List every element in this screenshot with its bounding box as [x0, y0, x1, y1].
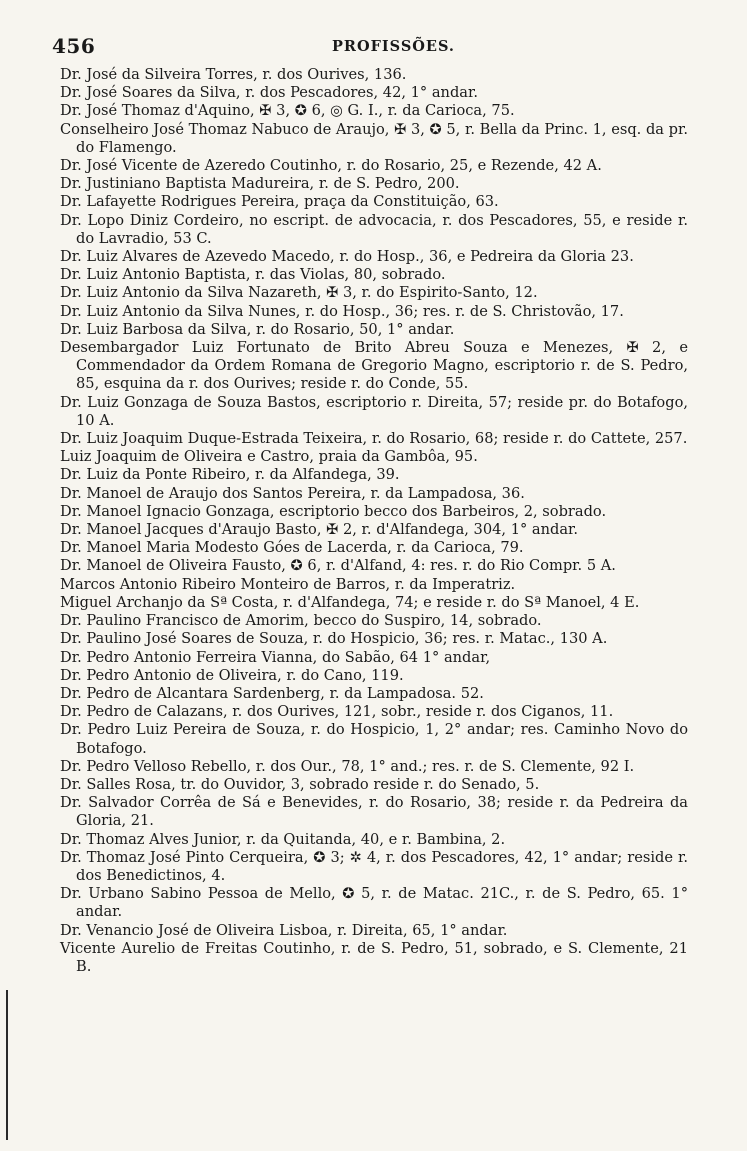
directory-entry: Dr. Luiz Joaquim Duque-Estrada Teixeira, r. do Rosario, 68; reside r. do Cattete, 257. [60, 430, 688, 448]
directory-entry: Dr. Thomaz Alves Junior, r. da Quitanda, 40, e r. Bambina, 2. [60, 830, 506, 848]
directory-entry: Dr. Pedro Antonio de Oliveira, r. do Cano, 119. [60, 666, 404, 684]
directory-entry: Dr. Paulino José Soares de Souza, r. do Hospicio, 36; res. r. Matac., 130 A. [60, 630, 608, 648]
directory-entry: Dr. José Thomaz d'Aquino, ✠ 3, ✪ 6, ◎ G. I., r. da Carioca, 75. [60, 102, 515, 120]
directory-entry: Dr. Manoel Jacques d'Araujo Basto, ✠ 2, r. d'Alfandega, 304, 1° andar. [60, 521, 579, 539]
directory-entry: Dr. Thomaz José Pinto Cerqueira, ✪ 3; ✲ 4, r. dos Pescadores, 42, 1° andar; reside r. dos Benedictinos, 4. [60, 848, 688, 884]
directory-entry: Dr. Luiz Gonzaga de Souza Bastos, escriptorio r. Direita, 57; reside pr. do Botafogo, 10 A. [60, 393, 688, 429]
directory-entry: Dr. Luiz da Ponte Ribeiro, r. da Alfandega, 39. [60, 466, 400, 484]
directory-entry: Dr. Manoel Ignacio Gonzaga, escriptorio becco dos Barbeiros, 2, sobrado. [60, 502, 607, 520]
directory-entry: Vicente Aurelio de Freitas Coutinho, r. de S. Pedro, 51, sobrado, e S. Clemente, 21 B. [60, 939, 688, 975]
directory-entry: Dr. Luiz Antonio da Silva Nunes, r. do Hosp., 36; res. r. de S. Christovão, 17. [60, 302, 624, 320]
binding-edge-line [6, 990, 8, 1140]
directory-entry: Dr. Justiniano Baptista Madureira, r. de S. Pedro, 200. [60, 175, 460, 193]
directory-entry: Dr. Paulino Francisco de Amorim, becco do Suspiro, 14, sobrado. [60, 612, 542, 630]
directory-entry: Dr. Lopo Diniz Cordeiro, no escript. de advocacia, r. dos Pescadores, 55, e reside r. do Lavradio, 53 C. [60, 211, 688, 247]
directory-entry: Dr. Luiz Antonio da Silva Nazareth, ✠ 3, r. do Espirito-Santo, 12. [60, 284, 538, 302]
directory-entry: Dr. Manoel de Oliveira Fausto, ✪ 6, r. d'Alfand, 4: res. r. do Rio Compr. 5 A. [60, 557, 616, 575]
directory-entry: Dr. Pedro de Calazans, r. dos Ourives, 121, sobr., reside r. dos Ciganos, 11. [60, 703, 614, 721]
directory-entry: Dr. Manoel Maria Modesto Góes de Lacerda, r. da Carioca, 79. [60, 539, 524, 557]
directory-entry: Dr. Venancio José de Oliveira Lisboa, r. Direita, 65, 1° andar. [60, 921, 508, 939]
directory-entry: Dr. Lafayette Rodrigues Pereira, praça da Constituição, 63. [60, 193, 499, 211]
running-title: PROFISSÕES. [332, 38, 455, 55]
directory-entry: Dr. José Soares da Silva, r. dos Pescadores, 42, 1° andar. [60, 84, 479, 102]
directory-entry: Dr. Pedro de Alcantara Sardenberg, r. da Lampadosa. 52. [60, 684, 484, 702]
directory-entry: Dr. Pedro Antonio Ferreira Vianna, do Sabão, 64 1° andar, [60, 648, 491, 666]
directory-entry: Dr. Pedro Luiz Pereira de Souza, r. do Hospicio, 1, 2° andar; res. Caminho Novo do Botafogo. [60, 721, 688, 757]
directory-entry: Luiz Joaquim de Oliveira e Castro, praia da Gambôa, 95. [60, 448, 478, 466]
directory-entry: Dr. Luiz Antonio Baptista, r. das Violas, 80, sobrado. [60, 266, 446, 284]
directory-entry: Marcos Antonio Ribeiro Monteiro de Barros, r. da Imperatriz. [60, 575, 516, 593]
page-number: 456 [52, 34, 96, 58]
directory-entry: Dr. José Vicente de Azeredo Coutinho, r. do Rosario, 25, e Rezende, 42 A. [60, 157, 602, 175]
directory-entry: Conselheiro José Thomaz Nabuco de Araujo, ✠ 3, ✪ 5, r. Bella da Princ. 1, esq. da pr. do Flamengo. [60, 120, 688, 156]
directory-entry: Dr. Salles Rosa, tr. do Ouvidor, 3, sobrado reside r. do Senado, 5. [60, 775, 540, 793]
directory-entry: Dr. Manoel de Araujo dos Santos Pereira, r. da Lampadosa, 36. [60, 484, 525, 502]
directory-entry: Desembargador Luiz Fortunato de Brito Abreu Souza e Menezes, ✠ 2, e Commendador da Ordem Romana de Gregorio Magno, escriptorio r. de S. Pedro, 85, esquina da r. dos Ourives; reside r. do Conde, 55. [60, 339, 688, 393]
page-header [52, 34, 692, 58]
directory-entry: Dr. Urbano Sabino Pessoa de Mello, ✪ 5, r. de Matac. 21C., r. de S. Pedro, 65. 1° andar. [60, 885, 688, 921]
directory-entry: Dr. Luiz Barbosa da Silva, r. do Rosario, 50, 1° andar. [60, 320, 455, 338]
directory-entry: Miguel Archanjo da Sª Costa, r. d'Alfandega, 74; e reside r. do Sª Manoel, 4 E. [60, 593, 640, 611]
directory-entry: Dr. José da Silveira Torres, r. dos Ourives, 136. [60, 66, 407, 83]
directory-entry: Dr. Pedro Velloso Rebello, r. dos Our., 78, 1° and.; res. r. de S. Clemente, 92 I. [60, 757, 635, 775]
directory-entries [60, 66, 688, 976]
directory-entry: Dr. Salvador Corrêa de Sá e Benevides, r. do Rosario, 38; reside r. da Pedreira da Gloria, 21. [60, 794, 688, 830]
directory-entry: Dr. Luiz Alvares de Azevedo Macedo, r. do Hosp., 36, e Pedreira da Gloria 23. [60, 248, 634, 266]
